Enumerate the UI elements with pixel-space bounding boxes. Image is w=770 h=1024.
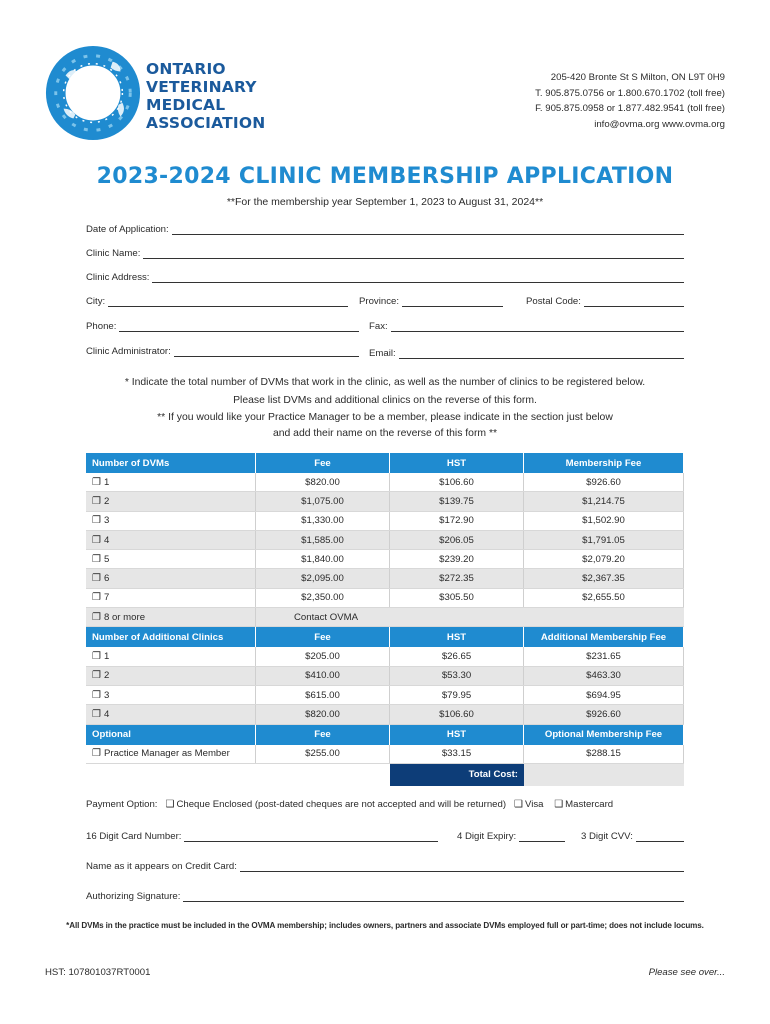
row-option-checkbox[interactable] — [86, 512, 256, 530]
row-option-checkbox[interactable] — [86, 473, 256, 491]
reverse-list-note: Please list DVMs and additional clinics on the reverse of this form. — [233, 395, 537, 406]
cardholder-name-label: Name as it appears on Credit Card: — [86, 861, 237, 872]
table-header: Fee — [256, 725, 390, 745]
table-header: HST — [390, 627, 524, 647]
mastercard-checkbox-icon[interactable]: ❑ — [554, 799, 564, 810]
checkbox-icon[interactable]: ❐ — [92, 553, 101, 565]
contact-phone: T. 905.875.0756 or 1.800.670.1702 (toll free) — [535, 87, 725, 99]
phone-field — [86, 318, 359, 332]
row-count-label: 7 — [103, 592, 110, 604]
table-cell: $33.15 — [390, 745, 524, 763]
table-cell: $172.90 — [390, 512, 524, 530]
cheque-option-label: Cheque Enclosed (post-dated cheques are not accepted and will be returned) — [176, 799, 507, 810]
total-cost-input[interactable] — [524, 764, 684, 786]
card-number-field — [86, 828, 438, 842]
practice-manager-note-cont: and add their name on the reverse of this form ** — [272, 428, 498, 439]
clinic-address-field — [86, 269, 684, 283]
row-count-label: 4 — [103, 534, 110, 546]
row-option-checkbox[interactable] — [86, 589, 256, 607]
table-cell: $1,330.00 — [256, 512, 390, 530]
clinic-name-input-line[interactable] — [143, 248, 684, 259]
visa-checkbox-icon[interactable]: ❑ — [514, 799, 524, 810]
practice-manager-checkbox[interactable] — [86, 745, 256, 763]
checkbox-icon[interactable]: ❐ — [92, 670, 101, 682]
contact-fax: F. 905.875.0958 or 1.877.482.9541 (toll free) — [535, 103, 725, 114]
table-cell: $2,350.00 — [256, 589, 390, 607]
membership-year-subtitle: **For the membership year September 1, 2023 to August 31, 2024** — [226, 196, 544, 208]
cvv-field — [581, 828, 684, 842]
table-cell: $53.30 — [390, 667, 524, 685]
contact-block — [535, 70, 725, 132]
row-count-label: 3 — [103, 689, 110, 701]
fax-label: Fax: — [369, 321, 388, 332]
table-cell: $231.65 — [524, 647, 684, 665]
clinic-header-row — [86, 627, 684, 647]
city-field — [86, 293, 348, 307]
checkbox-icon[interactable]: ❐ — [92, 611, 101, 623]
table-cell: $1,585.00 — [256, 531, 390, 549]
row-count-label: 2 — [103, 670, 110, 682]
checkbox-icon[interactable]: ❐ — [92, 515, 101, 527]
table-header: Membership Fee — [524, 453, 684, 473]
table-cell: $106.60 — [390, 705, 524, 723]
hst-number: HST: 107801037RT0001 — [45, 967, 151, 978]
table-cell: $820.00 — [256, 705, 390, 723]
table-cell: $1,214.75 — [524, 492, 684, 510]
table-header: Number of Additional Clinics — [86, 627, 256, 647]
table-cell: $288.15 — [524, 745, 684, 763]
table-cell: $26.65 — [390, 647, 524, 665]
expiry-label: 4 Digit Expiry: — [457, 831, 517, 842]
table-header: Optional Membership Fee — [524, 725, 684, 745]
clinic-row — [86, 647, 684, 666]
phone-label: Phone: — [86, 321, 117, 332]
clinic-name-field — [86, 245, 684, 259]
checkbox-icon[interactable]: ❐ — [92, 495, 101, 507]
checkbox-icon[interactable]: ❐ — [92, 748, 101, 760]
org-name-line: VETERINARY — [146, 78, 257, 96]
animal-circle-logo-icon — [44, 44, 142, 142]
dvm-header-row — [86, 453, 684, 473]
dvm-footnote: *All DVMs in the practice must be included in the OVMA membership; includes owners, partners and associate DVMs employed full or part-time; does not include locums. — [66, 921, 704, 930]
signature-field — [86, 888, 684, 902]
card-number-input-line[interactable] — [184, 831, 438, 842]
table-cell: $305.50 — [390, 589, 524, 607]
optional-row — [86, 745, 684, 764]
email-input-line[interactable] — [399, 348, 684, 359]
clinic-rows — [86, 647, 684, 724]
signature-input-line[interactable] — [183, 891, 684, 902]
row-count-label: 1 — [103, 476, 110, 488]
row-option-checkbox[interactable] — [86, 569, 256, 587]
practice-manager-note: ** If you would like your Practice Manager to be a member, please indicate in the section just below — [157, 412, 613, 423]
cardholder-name-field — [86, 858, 684, 872]
contact-ovma-cell: Contact OVMA — [294, 611, 358, 623]
row-count-label: 6 — [103, 573, 110, 585]
row-option-checkbox[interactable] — [86, 550, 256, 568]
org-name-line: ASSOCIATION — [146, 114, 266, 132]
province-input-line[interactable] — [402, 296, 503, 307]
org-name-line: ONTARIO — [146, 60, 226, 78]
table-cell: $255.00 — [256, 745, 390, 763]
email-field — [369, 345, 684, 359]
row-option-checkbox[interactable] — [86, 705, 256, 723]
row-option-checkbox[interactable] — [86, 647, 256, 665]
dvm-more-row — [86, 608, 684, 627]
page-title: 2023-2024 CLINIC MEMBERSHIP APPLICATION — [96, 164, 674, 189]
dvm-row — [86, 589, 684, 608]
checkbox-icon[interactable]: ❐ — [92, 573, 101, 585]
payment-option-label: Payment Option: — [86, 799, 158, 810]
row-count-label: 3 — [103, 515, 110, 527]
table-cell: $139.75 — [390, 492, 524, 510]
clinic-administrator-label: Clinic Administrator: — [86, 346, 171, 357]
checkbox-icon[interactable]: ❐ — [92, 651, 101, 663]
clinic-row — [86, 667, 684, 686]
table-cell: $79.95 — [390, 686, 524, 704]
clinic-row — [86, 686, 684, 705]
expiry-field — [457, 828, 565, 842]
row-option-checkbox[interactable] — [86, 531, 256, 549]
email-label: Email: — [369, 348, 396, 359]
date-label: Date of Application: — [86, 224, 169, 235]
clinic-administrator-input-line[interactable] — [174, 346, 359, 357]
province-label: Province: — [359, 296, 399, 307]
row-count-label: 2 — [103, 495, 110, 507]
checkbox-icon[interactable]: ❐ — [92, 592, 101, 604]
phone-input-line[interactable] — [119, 321, 359, 332]
payment-options — [86, 799, 613, 810]
cheque-checkbox-icon[interactable]: ❑ — [165, 799, 175, 810]
expiry-input-line[interactable] — [519, 831, 565, 842]
checkbox-icon[interactable]: ❐ — [92, 476, 101, 488]
checkbox-icon[interactable]: ❐ — [92, 689, 101, 701]
table-cell: $1,791.05 — [524, 531, 684, 549]
date-of-application-field — [86, 221, 684, 235]
dvm-row — [86, 492, 684, 511]
dvm-row — [86, 512, 684, 531]
table-header: Number of DVMs — [86, 453, 256, 473]
total-cost-label: Total Cost: — [390, 764, 524, 786]
fee-table — [86, 453, 684, 786]
cvv-input-line[interactable] — [636, 831, 684, 842]
table-header: HST — [390, 453, 524, 473]
postal-code-field — [526, 293, 684, 307]
city-input-line[interactable] — [108, 296, 348, 307]
contact-web[interactable]: info@ovma.org www.ovma.org — [594, 118, 725, 130]
row-option-checkbox[interactable] — [86, 492, 256, 510]
cvv-label: 3 Digit CVV: — [581, 831, 633, 842]
table-cell: $1,502.90 — [524, 512, 684, 530]
table-header: Fee — [256, 453, 390, 473]
total-row — [86, 764, 684, 786]
row-option-checkbox[interactable] — [86, 667, 256, 685]
table-header: Optional — [86, 725, 256, 745]
clinic-row — [86, 705, 684, 724]
fax-field — [369, 318, 684, 332]
dvm-row — [86, 550, 684, 569]
dvm-option-checkbox[interactable] — [86, 608, 256, 626]
table-header: Fee — [256, 627, 390, 647]
table-cell: $410.00 — [256, 667, 390, 685]
fax-input-line[interactable] — [391, 321, 684, 332]
table-cell: $2,655.50 — [524, 589, 684, 607]
signature-label: Authorizing Signature: — [86, 891, 181, 902]
checkbox-icon[interactable]: ❐ — [92, 534, 101, 546]
clinic-administrator-field — [86, 343, 359, 357]
table-cell: $926.60 — [524, 473, 684, 491]
table-cell: $2,079.20 — [524, 550, 684, 568]
table-cell: $272.35 — [390, 569, 524, 587]
table-header: Additional Membership Fee — [524, 627, 684, 647]
org-name-line: MEDICAL — [146, 96, 226, 114]
table-cell: $106.60 — [390, 473, 524, 491]
clinic-name-label: Clinic Name: — [86, 248, 141, 259]
visa-option-label: Visa — [525, 799, 544, 810]
contact-address: 205-420 Bronte St S Milton, ON L9T 0H9 — [550, 72, 725, 83]
table-cell: $694.95 — [524, 686, 684, 704]
table-cell: $205.00 — [256, 647, 390, 665]
row-count-label: 1 — [103, 651, 110, 663]
row-option-checkbox[interactable] — [86, 686, 256, 704]
postal-code-label: Postal Code: — [526, 296, 581, 307]
dvm-instruction-note: * Indicate the total number of DVMs that work in the clinic, as well as the number of clinics to be registered below. — [124, 377, 646, 388]
table-cell: $1,075.00 — [256, 492, 390, 510]
clinic-address-label: Clinic Address: — [86, 272, 150, 283]
city-label: City: — [86, 296, 106, 307]
table-cell: $2,367.35 — [524, 569, 684, 587]
table-cell: $1,840.00 — [256, 550, 390, 568]
table-cell: $2,095.00 — [256, 569, 390, 587]
optional-header-row — [86, 725, 684, 745]
table-cell: $206.05 — [390, 531, 524, 549]
dvm-row — [86, 473, 684, 492]
table-cell: $820.00 — [256, 473, 390, 491]
checkbox-icon[interactable]: ❐ — [92, 708, 101, 720]
dvm-row — [86, 569, 684, 588]
dvm-more-label: 8 or more — [103, 611, 146, 623]
dvm-row — [86, 531, 684, 550]
see-over-note: Please see over... — [648, 967, 725, 978]
province-field — [359, 293, 503, 307]
clinic-address-input-line[interactable] — [152, 272, 684, 283]
row-count-label: 5 — [103, 553, 110, 565]
row-count-label: 4 — [103, 708, 110, 720]
org-name — [146, 60, 265, 132]
table-cell: $615.00 — [256, 686, 390, 704]
postal-code-input-line[interactable] — [584, 296, 684, 307]
table-cell: $926.60 — [524, 705, 684, 723]
card-number-label: 16 Digit Card Number: — [86, 831, 182, 842]
dvm-rows — [86, 473, 684, 608]
cardholder-name-input-line[interactable] — [240, 861, 684, 872]
mastercard-option-label: Mastercard — [565, 799, 614, 810]
optional-label: Practice Manager as Member — [103, 748, 230, 760]
date-input-line[interactable] — [172, 224, 684, 235]
table-header: HST — [390, 725, 524, 745]
total-spacer — [86, 764, 390, 786]
table-cell: $463.30 — [524, 667, 684, 685]
table-cell: $239.20 — [390, 550, 524, 568]
